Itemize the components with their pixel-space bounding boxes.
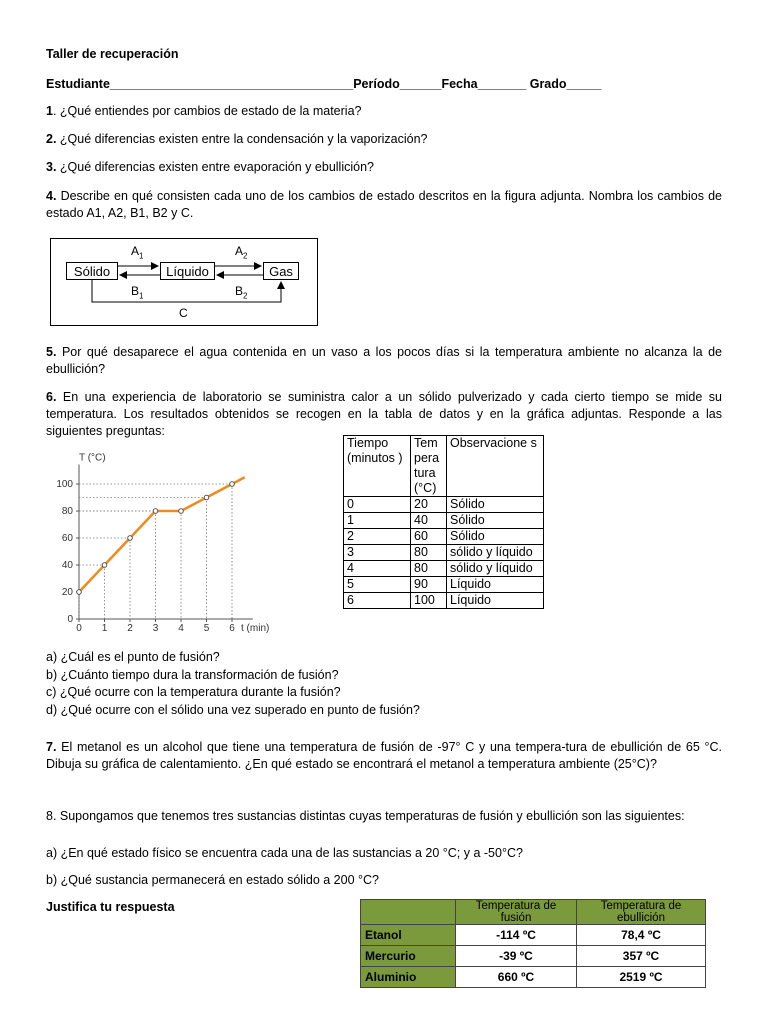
table-cell: 0 <box>344 497 411 513</box>
justify-label: Justifica tu respuesta <box>46 900 175 914</box>
table-cell: 2519 ºC <box>577 967 706 988</box>
x-tick-label: 6 <box>229 623 235 634</box>
table-cell: Aluminio <box>361 967 456 988</box>
table-cell: 90 <box>411 577 447 593</box>
y-tick-label: 0 <box>67 614 73 625</box>
y-tick-label: 20 <box>61 587 73 598</box>
table-cell: 60 <box>411 529 447 545</box>
arrow-c <box>92 280 281 302</box>
table-cell: Sólido <box>447 513 544 529</box>
question-2 <box>46 131 722 148</box>
document-title: Taller de recuperación <box>46 47 179 61</box>
x-axis-label: t (min) <box>241 623 270 634</box>
question-text: ¿Qué diferencias existen entre la condensación y la vaporización? <box>56 132 428 146</box>
question-3 <box>46 159 722 176</box>
question-8: 8. Supongamos que tenemos tres sustancias distintas cuyas temperaturas de fusión y ebullición son las siguientes: <box>46 809 685 823</box>
table-cell: 78,4 ºC <box>577 925 706 946</box>
label-a2: $A_2$ <box>235 244 248 261</box>
data-point <box>230 482 235 487</box>
table-row <box>361 967 706 988</box>
table-row <box>344 561 544 577</box>
x-tick-label: 1 <box>101 623 108 634</box>
table-header-cell: Tem pera tura (°C) <box>411 436 447 497</box>
x-tick-label: 4 <box>178 623 184 634</box>
question-8-b: b) ¿Qué sustancia permanecerá en estado sólido a 200 °C? <box>46 873 379 887</box>
data-table-q6 <box>343 435 544 609</box>
data-point <box>153 509 158 514</box>
question-text: ¿Qué diferencias existen entre evaporación y ebullición? <box>56 160 374 174</box>
table-cell: 80 <box>411 545 447 561</box>
table-cell: Líquido <box>447 577 544 593</box>
question-5 <box>46 344 722 378</box>
table-row <box>344 593 544 609</box>
table-row <box>361 925 706 946</box>
table-cell: Sólido <box>447 529 544 545</box>
question-number: 6. <box>46 390 57 404</box>
x-tick-label: 2 <box>127 623 133 634</box>
question-text: En una experiencia de laboratorio se suministra calor a un sólido pulverizado y cada cierto tiempo se mide su temperatura. Los resultados obtenidos se recogen en la tabla de datos y en la gráfica adjuntas. Responde a las siguientes preguntas: <box>46 390 722 438</box>
subquestion-c: c) ¿Qué ocurre con la temperatura durante la fusión? <box>46 685 341 699</box>
state-solid-box: Sólido <box>66 262 118 280</box>
table-cell: 357 ºC <box>577 946 706 967</box>
table-row <box>344 497 544 513</box>
table-header-cell: Tiempo (minutos ) <box>344 436 411 497</box>
question-number: 5. <box>46 345 57 359</box>
table-header-cell: Temperatura de fusión <box>456 900 577 925</box>
label-c: C <box>179 306 188 320</box>
table-cell: Líquido <box>447 593 544 609</box>
question-text: El metanol es un alcohol que tiene una temperatura de fusión de -97° C y una tempera-tura de ebullición de 65 °C. Dibuja su gráfica de calentamiento. ¿En qué estado se encontrará el metanol a temperatura ambiente (25°C)? <box>46 740 722 771</box>
state-change-diagram <box>50 238 318 326</box>
x-tick-label: 0 <box>76 623 82 634</box>
student-info-line: Estudiante___________________________________Período______Fecha_______ Grado_____ <box>46 77 602 91</box>
label-b2: $B_2$ <box>235 284 248 301</box>
y-tick-label: 100 <box>56 479 73 490</box>
table-cell: 2 <box>344 529 411 545</box>
table-row <box>344 545 544 561</box>
table-cell: 1 <box>344 513 411 529</box>
table-cell: 6 <box>344 593 411 609</box>
question-number: 4. <box>46 189 57 203</box>
question-4 <box>46 188 722 222</box>
table-cell: 20 <box>411 497 447 513</box>
table-cell: Etanol <box>361 925 456 946</box>
table-cell: 100 <box>411 593 447 609</box>
question-text: Por qué desaparece el agua contenida en un vaso a los pocos días si la temperatura ambiente no alcanza la de ebullición? <box>46 345 722 376</box>
label-b1: $B_1$ <box>131 284 144 301</box>
table-cell: 660 ºC <box>456 967 577 988</box>
data-point <box>204 495 209 500</box>
table-cell: Sólido <box>447 497 544 513</box>
table-cell: 80 <box>411 561 447 577</box>
y-tick-label: 40 <box>61 560 73 571</box>
table-row <box>344 513 544 529</box>
table-header-cell: Observacione s <box>447 436 544 497</box>
question-6 <box>46 389 722 440</box>
table-cell: -114 ºC <box>456 925 577 946</box>
question-8-a: a) ¿En qué estado físico se encuentra cada una de las sustancias a 20 °C; y a -50°C? <box>46 846 523 860</box>
y-tick-label: 60 <box>61 533 73 544</box>
x-tick-label: 3 <box>152 623 159 634</box>
table-header-row <box>344 436 544 497</box>
question-1 <box>46 103 722 120</box>
table-cell: -39 ºC <box>456 946 577 967</box>
x-tick-label: 5 <box>203 623 210 634</box>
subquestion-d: d) ¿Qué ocurre con el sólido una vez superado en punto de fusión? <box>46 702 420 717</box>
table-cell: sólido y líquido <box>447 545 544 561</box>
table-cell: 4 <box>344 561 411 577</box>
question-text: . ¿Qué entiendes por cambios de estado de la materia? <box>52 104 362 118</box>
data-point <box>128 536 133 541</box>
data-point <box>77 590 82 595</box>
table-row <box>344 577 544 593</box>
state-liquid-box: Líquido <box>160 262 215 280</box>
subquestion-a: a) ¿Cuál es el punto de fusión? <box>46 650 220 664</box>
y-tick-label: 80 <box>61 506 73 517</box>
data-point <box>179 509 184 514</box>
table-cell: sólido y líquido <box>447 561 544 577</box>
table-cell: 5 <box>344 577 411 593</box>
series-line <box>79 477 245 592</box>
table-row <box>344 529 544 545</box>
data-table-q8 <box>360 899 706 988</box>
question-number: 1 <box>46 104 53 118</box>
table-row <box>361 946 706 967</box>
question-number: 3. <box>46 160 57 174</box>
table-header-cell <box>361 900 456 925</box>
heating-curve-chart <box>55 452 300 642</box>
question-6-subquestions <box>46 649 420 719</box>
question-number: 2. <box>46 132 57 146</box>
question-number: 7. <box>46 740 57 754</box>
data-point <box>102 563 107 568</box>
y-axis-label: T (°C) <box>79 452 106 464</box>
question-7 <box>46 739 722 773</box>
table-cell: 40 <box>411 513 447 529</box>
state-gas-box: Gas <box>263 262 299 280</box>
table-cell: Mercurio <box>361 946 456 967</box>
table-header-row <box>361 900 706 925</box>
question-text: Describe en qué consisten cada uno de los cambios de estado descritos en la figura adjunta. Nombra los cambios de estado A1, A2, B1, B2 y C. <box>46 189 722 220</box>
table-cell: 3 <box>344 545 411 561</box>
table-header-cell: Temperatura de ebullición <box>577 900 706 925</box>
subquestion-b: b) ¿Cuánto tiempo dura la transformación de fusión? <box>46 667 339 682</box>
label-a1: $A_1$ <box>131 244 144 261</box>
